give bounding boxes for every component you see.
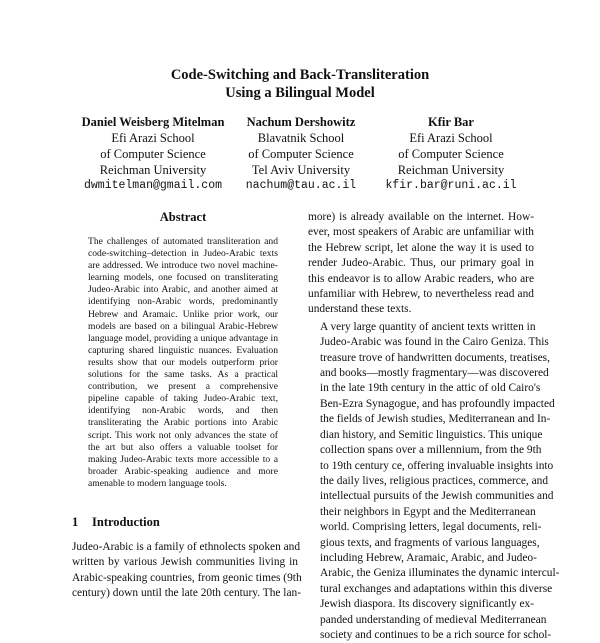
right-column: [308, 210, 560, 643]
text-line: written by various Jewish communities living in: [72, 556, 298, 569]
author-name: Kfir Bar: [428, 115, 474, 129]
text-line: intellectual pursuits of the Jewish communities and: [320, 490, 554, 503]
author-email: nachum@tau.ac.il: [245, 179, 357, 192]
author-affiliation: of Computer Science: [398, 147, 504, 161]
author-email: dwmitelman@gmail.com: [83, 179, 223, 192]
text-line: Jewish diaspora. Its discovery significantly ex-: [320, 598, 534, 611]
abstract-text: The challenges of automated transliteration and code-switching–detection in Judeo-Arabic texts are addressed. We introduce two novel machine-learning models, one focused on transliterating Judeo-Arabic into Arabic, and another aimed at identifying non-Arabic words, predominantly Hebrew and Aramaic. Unlike prior work, our models are based on a bilingual Arabic-Hebrew language model, providing a unique advantage in capturing shared linguistic nuances. Evaluation results show that our models outperform prior solutions for the same tasks. As a practical contribution, we present a comprehensive pipeline capable of taking Judeo-Arabic text, identifying non-Arabic words, and then transliterating the Arabic portions into Arabic script. This work not only advances the state of the art but also offers a valuable toolset for making Judeo-Arabic texts more accessible to a broader Arabic-speaking audience and more amenable to modern language tools.: [88, 236, 278, 489]
text-line: Judeo-Arabic is a family of ethnolects spoken and: [72, 541, 301, 553]
author-affiliation: of Computer Science: [248, 147, 354, 161]
text-line: more) is already available on the internet. How-: [308, 211, 534, 223]
text-line: including Hebrew, Aramaic, Arabic, and Judeo-: [320, 551, 537, 564]
text-line: panded understanding of medieval Mediterranean: [320, 613, 547, 626]
author-1: [70, 114, 236, 194]
text-line: collection spans over a millennium, from the 9th: [320, 444, 542, 457]
text-line: dian history, and Semitic linguistics. This unique: [320, 428, 543, 441]
text-line: treasure trove of handwritten documents, treatises,: [320, 351, 550, 364]
text-line: Judeo-Arabic was found in the Cairo Geniza. This: [320, 336, 549, 349]
section-heading: [72, 515, 160, 530]
title-line-2: Using a Bilingual Model: [225, 85, 375, 101]
author-affiliation: Efi Arazi School: [111, 131, 195, 145]
author-3: [376, 114, 526, 194]
text-line: the daily lives, religious practices, commerce, and: [320, 474, 549, 487]
intro-paragraph: [72, 540, 302, 602]
author-affiliation: Blavatnik School: [257, 131, 345, 145]
text-line: Ben-Ezra Synagogue, and has profoundly impacted: [320, 397, 555, 410]
author-2: [226, 114, 376, 194]
text-line: their neighbors in Egypt and the Mediterranean: [320, 505, 536, 518]
author-affiliation: Reichman University: [99, 163, 207, 177]
text-line: the Hebrew script, let alone the way it is used to: [308, 241, 534, 254]
author-email: kfir.bar@runi.ac.il: [385, 179, 517, 192]
text-line: to 19th century ce, offering invaluable insights into: [320, 459, 554, 472]
body-paragraph: [308, 210, 534, 318]
text-line: in the late 19th century in the attic of old Cairo's: [320, 382, 541, 395]
text-line: Arabic-speaking countries, from geonic times (9th: [72, 571, 302, 584]
text-line: tural exchanges and adaptations within this diverse: [320, 582, 553, 595]
text-line: A very large quantity of ancient texts written in: [320, 320, 536, 333]
section-title: Introduction: [92, 515, 160, 529]
text-line: century) down until the late 20th century. The lan-: [72, 587, 302, 600]
text-line: Arabic, the Geniza illuminates the dynamic intercul-: [320, 567, 560, 580]
author-affiliation: Reichman University: [397, 163, 505, 177]
text-line: this endeavor is to allow Arabic readers, who are: [308, 272, 534, 285]
body-paragraph: [308, 320, 560, 643]
author-affiliation: Efi Arazi School: [409, 131, 493, 145]
text-line: gious texts, and fragments of various languages,: [320, 536, 540, 549]
author-name: Nachum Dershowitz: [246, 115, 356, 129]
author-affiliation: Tel Aviv University: [251, 163, 351, 177]
section-number: 1: [72, 515, 79, 529]
text-line: society and continues to be a rich source for schol-: [320, 628, 552, 641]
text-line: and books—mostly fragmentary—was discovered: [320, 367, 549, 380]
paper-title: [0, 66, 600, 102]
abstract-heading: Abstract: [159, 210, 207, 224]
text-line: unfamiliar with Hebrew, to nevertheless read and: [308, 288, 534, 301]
title-line-1: Code-Switching and Back-Transliteration: [170, 67, 430, 83]
text-line: understand these texts.: [308, 303, 412, 316]
text-line: ever, most speakers of Arabic are unfamiliar with: [308, 226, 534, 239]
text-line: world. Comprising letters, legal documents, reli-: [320, 521, 542, 534]
text-line: render Judeo-Arabic. Thus, our primary goal in: [308, 257, 534, 270]
text-line: the fields of Jewish studies, Mediterranean and In-: [320, 413, 551, 426]
author-name: Daniel Weisberg Mitelman: [81, 115, 225, 129]
author-affiliation: of Computer Science: [100, 147, 206, 161]
author-block: [0, 114, 600, 194]
